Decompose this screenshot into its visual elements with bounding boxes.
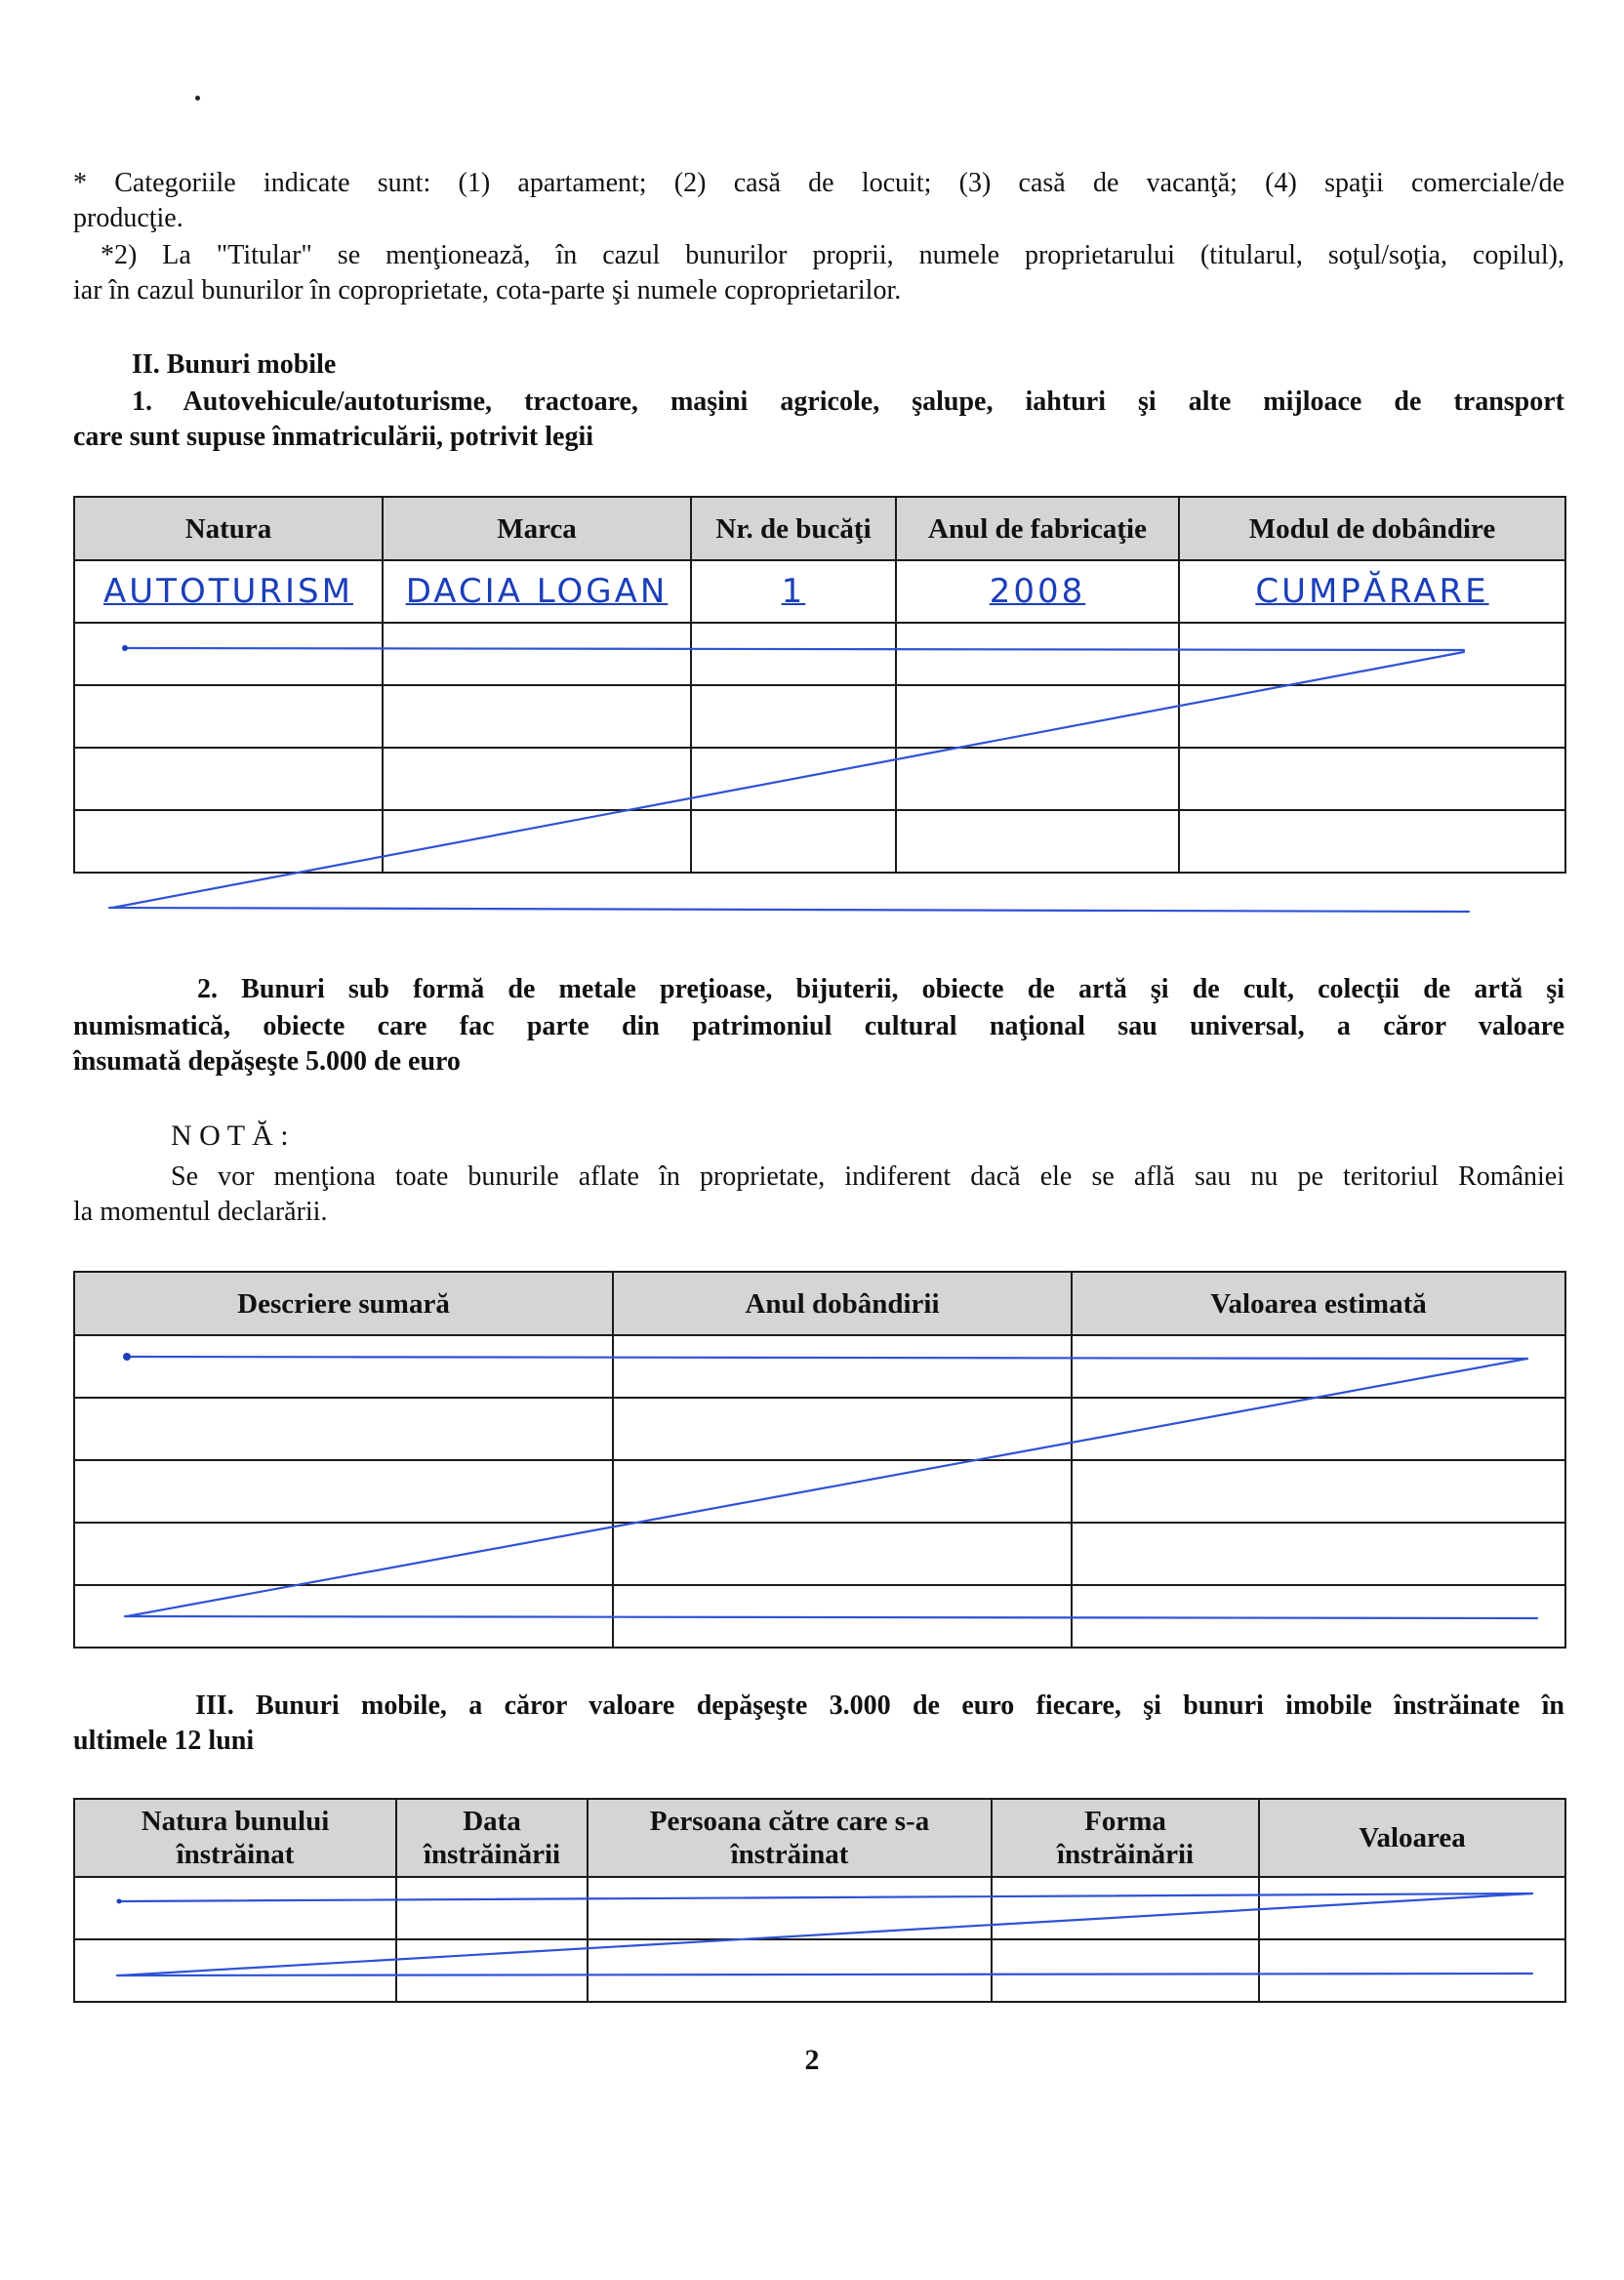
alienated-table (73, 1798, 1566, 2003)
vehicle-count-value: 1 (691, 560, 896, 623)
col-forma-l1: Forma (1084, 1806, 1166, 1837)
valuables-heading-line3: însumată depăşeşte 5.000 de euro (73, 1046, 461, 1077)
col-modul-dobandire: Modul de dobândire (1179, 497, 1565, 560)
table-row (74, 1939, 1565, 2002)
table-row (74, 1523, 1565, 1585)
col-natura: Natura (74, 497, 383, 560)
valuables-table (73, 1271, 1566, 1649)
vehicles-heading-line1: 1. Autovehicule/autoturisme, tractoare, maşini agricole, şalupe, iahturi şi alte mijloace de transport (132, 387, 1564, 417)
col-natura-bunului-l2: înstrăinat (176, 1839, 295, 1870)
table-row (74, 1398, 1565, 1460)
col-valoarea-l1: Valoarea (1359, 1822, 1466, 1853)
col-persoana-l2: înstrăinat (730, 1839, 849, 1870)
col-natura-bunului (74, 1799, 396, 1877)
col-forma-l2: înstrăinării (1056, 1839, 1195, 1870)
valuables-heading-line2: numismatică, obiecte care fac parte din patrimoniul cultural naţional sau universal, a căror valoare (73, 1011, 1564, 1041)
table-row (74, 685, 1565, 748)
section-3-heading-line1: III. Bunuri mobile, a căror valoare depăşeşte 3.000 de euro fiecare, şi bunuri imobile înstrăinate în (195, 1690, 1564, 1721)
vehicle-acquisition-value: CUMPĂRARE (1179, 560, 1565, 623)
vehicles-header-row (74, 497, 1565, 560)
vehicle-year-value: 2008 (896, 560, 1179, 623)
col-marca: Marca (383, 497, 691, 560)
vehicle-natura-value: AUTOTURISM (74, 560, 383, 623)
valuables-header-row (74, 1272, 1565, 1335)
col-data-l1: Data (463, 1806, 521, 1837)
page-number: 2 (804, 2044, 820, 2076)
col-persoana-l1: Persoana către care s-a (649, 1806, 930, 1837)
nota-title: N O T Ă : (171, 1120, 289, 1152)
col-valoarea-estimata: Valoarea estimată (1072, 1272, 1565, 1335)
col-data-instrainarii (396, 1799, 588, 1877)
col-persoana (588, 1799, 992, 1877)
strike-vehicles-bottom (109, 908, 1469, 912)
section-3-heading-line2: ultimele 12 luni (73, 1726, 255, 1756)
col-data-l2: înstrăinării (423, 1839, 561, 1870)
section-2-heading: II. Bunuri mobile (132, 349, 337, 380)
col-anul-fabricatie: Anul de fabricaţie (896, 497, 1179, 560)
col-forma-instrainarii (992, 1799, 1259, 1877)
col-natura-bunului-l1: Natura bunului (141, 1806, 330, 1837)
nota-line2: la momentul declarării. (73, 1197, 328, 1227)
table-row (74, 748, 1565, 810)
table-row (74, 1460, 1565, 1523)
col-descriere: Descriere sumară (74, 1272, 613, 1335)
table-row (74, 1585, 1565, 1648)
vehicle-marca-value: DACIA LOGAN (383, 560, 691, 623)
vehicles-heading-line2: care sunt supuse înmatriculării, potrivit legii (73, 422, 594, 452)
alienated-header-row (74, 1799, 1565, 1877)
col-nr-bucati: Nr. de bucăţi (691, 497, 896, 560)
table-row (74, 1877, 1565, 1939)
table-row (74, 810, 1565, 873)
col-anul-dobandirii: Anul dobândirii (613, 1272, 1072, 1335)
col-valoarea (1259, 1799, 1565, 1877)
scan-speck (195, 96, 200, 101)
table-row (74, 560, 1565, 623)
table-row (74, 1335, 1565, 1398)
nota-line1: Se vor menţiona toate bunurile aflate în proprietate, indiferent dacă ele se află sau nu pe teritoriul României (171, 1161, 1564, 1192)
titular-note-line1: *2) La "Titular" se menţionează, în cazul bunurilor proprii, numele proprietarului (titularul, soţul/soţia, copilul), (101, 240, 1564, 270)
valuables-heading-line1: 2. Bunuri sub formă de metale preţioase, bijuterii, obiecte de artă şi de cult, colecţii de artă şi (197, 974, 1564, 1004)
categories-note-line1: * Categoriile indicate sunt: (1) apartament; (2) casă de locuit; (3) casă de vacanţă; (4) spaţii comerciale/de (73, 168, 1564, 198)
table-row (74, 623, 1565, 685)
vehicles-table (73, 496, 1566, 874)
titular-note-line2: iar în cazul bunurilor în coproprietate, cota-parte şi numele coproprietarilor. (73, 275, 902, 305)
categories-note-line2: producţie. (73, 203, 183, 233)
